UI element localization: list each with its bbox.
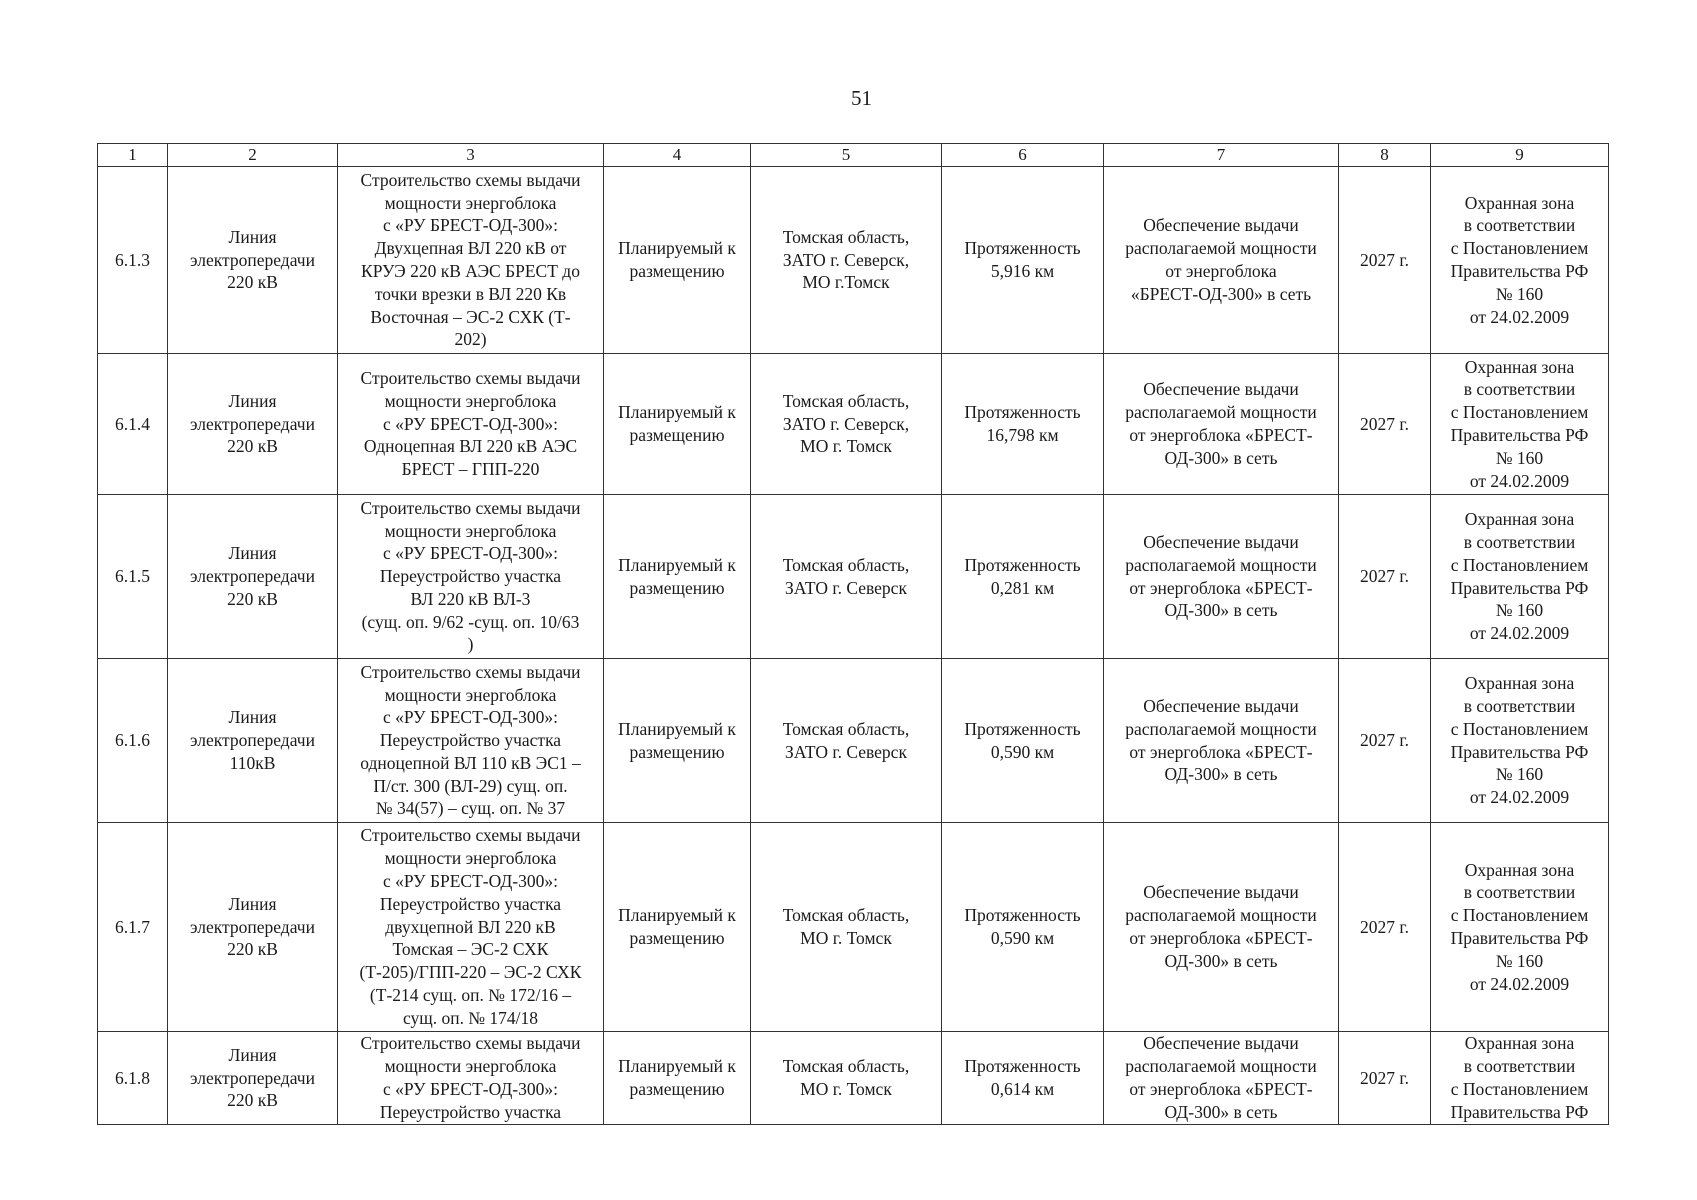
cell-zone: Охранная зона в соответствии с Постановлением Правительства РФ № 160 от 24.02.2009 xyxy=(1431,354,1609,495)
cell-status: Планируемый к размещению xyxy=(604,823,751,1032)
cell-characteristic: Протяженность 0,590 км xyxy=(942,823,1104,1032)
cell-zone: Охранная зона в соответствии с Постановлением Правительства РФ № 160 от 24.02.2009 xyxy=(1431,823,1609,1032)
column-header-9: 9 xyxy=(1431,144,1609,167)
column-header-4: 4 xyxy=(604,144,751,167)
cell-status: Планируемый к размещению xyxy=(604,659,751,823)
cell-zone: Охранная зона в соответствии с Постановлением Правительства РФ № 160 от 24.02.2009 xyxy=(1431,167,1609,354)
cell-purpose: Обеспечение выдачи располагаемой мощности от энергоблока «БРЕСТ- ОД-300» в сеть xyxy=(1104,495,1339,659)
table-row xyxy=(98,659,1609,823)
column-header-8: 8 xyxy=(1339,144,1431,167)
cell-zone: Охранная зона в соответствии с Постановлением Правительства РФ № 160 от 24.02.2009 xyxy=(1431,659,1609,823)
cell-purpose: Обеспечение выдачи располагаемой мощности от энергоблока «БРЕСТ- ОД-300» в сеть xyxy=(1104,823,1339,1032)
cell-id: 6.1.7 xyxy=(98,823,168,1032)
cell-type: Линия электропередачи 220 кВ xyxy=(168,354,338,495)
cell-type: Линия электропередачи 220 кВ xyxy=(168,1032,338,1125)
cell-location: Томская область, МО г. Томск xyxy=(751,823,942,1032)
cell-description: Строительство схемы выдачи мощности энергоблока с «РУ БРЕСТ-ОД-300»: Переустройство участка ВЛ 220 кВ ВЛ-3 (сущ. оп. 9/62 -сущ. оп. 10/63 ) xyxy=(338,495,604,659)
cell-status: Планируемый к размещению xyxy=(604,1032,751,1125)
table-row xyxy=(98,1032,1609,1125)
cell-description: Строительство схемы выдачи мощности энергоблока с «РУ БРЕСТ-ОД-300»: Переустройство участка одноцепной ВЛ 110 кВ ЭС1 – П/ст. 300 (ВЛ-29) сущ. оп. № 34(57) – сущ. оп. № 37 xyxy=(338,659,604,823)
cell-characteristic: Протяженность 16,798 км xyxy=(942,354,1104,495)
cell-year: 2027 г. xyxy=(1339,495,1431,659)
cell-status: Планируемый к размещению xyxy=(604,495,751,659)
cell-characteristic: Протяженность 5,916 км xyxy=(942,167,1104,354)
cell-id: 6.1.4 xyxy=(98,354,168,495)
cell-purpose: Обеспечение выдачи располагаемой мощности от энергоблока «БРЕСТ- ОД-300» в сеть xyxy=(1104,1032,1339,1125)
page-number: 51 xyxy=(851,86,872,110)
cell-type: Линия электропередачи 220 кВ xyxy=(168,495,338,659)
cell-type: Линия электропередачи 110кВ xyxy=(168,659,338,823)
cell-status: Планируемый к размещению xyxy=(604,167,751,354)
cell-location: Томская область, ЗАТО г. Северск xyxy=(751,659,942,823)
cell-id: 6.1.6 xyxy=(98,659,168,823)
cell-year: 2027 г. xyxy=(1339,1032,1431,1125)
cell-id: 6.1.3 xyxy=(98,167,168,354)
cell-purpose: Обеспечение выдачи располагаемой мощности от энергоблока «БРЕСТ- ОД-300» в сеть xyxy=(1104,354,1339,495)
cell-zone: Охранная зона в соответствии с Постановлением Правительства РФ № 160 от 24.02.2009 xyxy=(1431,495,1609,659)
cell-location: Томская область, ЗАТО г. Северск, МО г.Томск xyxy=(751,167,942,354)
cell-type: Линия электропередачи 220 кВ xyxy=(168,823,338,1032)
table-row xyxy=(98,495,1609,659)
cell-id: 6.1.5 xyxy=(98,495,168,659)
cell-purpose: Обеспечение выдачи располагаемой мощности от энергоблока «БРЕСТ-ОД-300» в сеть xyxy=(1104,167,1339,354)
objects-table xyxy=(97,143,1609,1125)
table-row xyxy=(98,823,1609,1032)
cell-location: Томская область, МО г. Томск xyxy=(751,1032,942,1125)
cell-description: Строительство схемы выдачи мощности энергоблока с «РУ БРЕСТ-ОД-300»: Переустройство участка xyxy=(338,1032,604,1125)
cell-type: Линия электропередачи 220 кВ xyxy=(168,167,338,354)
column-header-3: 3 xyxy=(338,144,604,167)
column-header-6: 6 xyxy=(942,144,1104,167)
cell-location: Томская область, ЗАТО г. Северск, МО г. Томск xyxy=(751,354,942,495)
table-row xyxy=(98,167,1609,354)
column-header-1: 1 xyxy=(98,144,168,167)
column-header-2: 2 xyxy=(168,144,338,167)
cell-year: 2027 г. xyxy=(1339,659,1431,823)
cell-purpose: Обеспечение выдачи располагаемой мощности от энергоблока «БРЕСТ- ОД-300» в сеть xyxy=(1104,659,1339,823)
cell-characteristic: Протяженность 0,281 км xyxy=(942,495,1104,659)
cell-year: 2027 г. xyxy=(1339,823,1431,1032)
cell-year: 2027 г. xyxy=(1339,354,1431,495)
column-header-7: 7 xyxy=(1104,144,1339,167)
cell-id: 6.1.8 xyxy=(98,1032,168,1125)
cell-year: 2027 г. xyxy=(1339,167,1431,354)
cell-location: Томская область, ЗАТО г. Северск xyxy=(751,495,942,659)
cell-characteristic: Протяженность 0,614 км xyxy=(942,1032,1104,1125)
cell-zone: Охранная зона в соответствии с Постановлением Правительства РФ xyxy=(1431,1032,1609,1125)
table-header-row xyxy=(98,144,1609,167)
table-row xyxy=(98,354,1609,495)
cell-status: Планируемый к размещению xyxy=(604,354,751,495)
cell-characteristic: Протяженность 0,590 км xyxy=(942,659,1104,823)
cell-description: Строительство схемы выдачи мощности энергоблока с «РУ БРЕСТ-ОД-300»: Переустройство участка двухцепной ВЛ 220 кВ Томская – ЭС-2 СХК (Т-205)/ГПП-220 – ЭС-2 СХК (Т-214 сущ. оп. № 172/16 – сущ. оп. № 174/18 xyxy=(338,823,604,1032)
column-header-5: 5 xyxy=(751,144,942,167)
cell-description: Строительство схемы выдачи мощности энергоблока с «РУ БРЕСТ-ОД-300»: Одноцепная ВЛ 220 кВ АЭС БРЕСТ – ГПП-220 xyxy=(338,354,604,495)
cell-description: Строительство схемы выдачи мощности энергоблока с «РУ БРЕСТ-ОД-300»: Двухцепная ВЛ 220 кВ от КРУЭ 220 кВ АЭС БРЕСТ до точки врезки в ВЛ 220 Кв Восточная – ЭС-2 СХК (Т- 202) xyxy=(338,167,604,354)
